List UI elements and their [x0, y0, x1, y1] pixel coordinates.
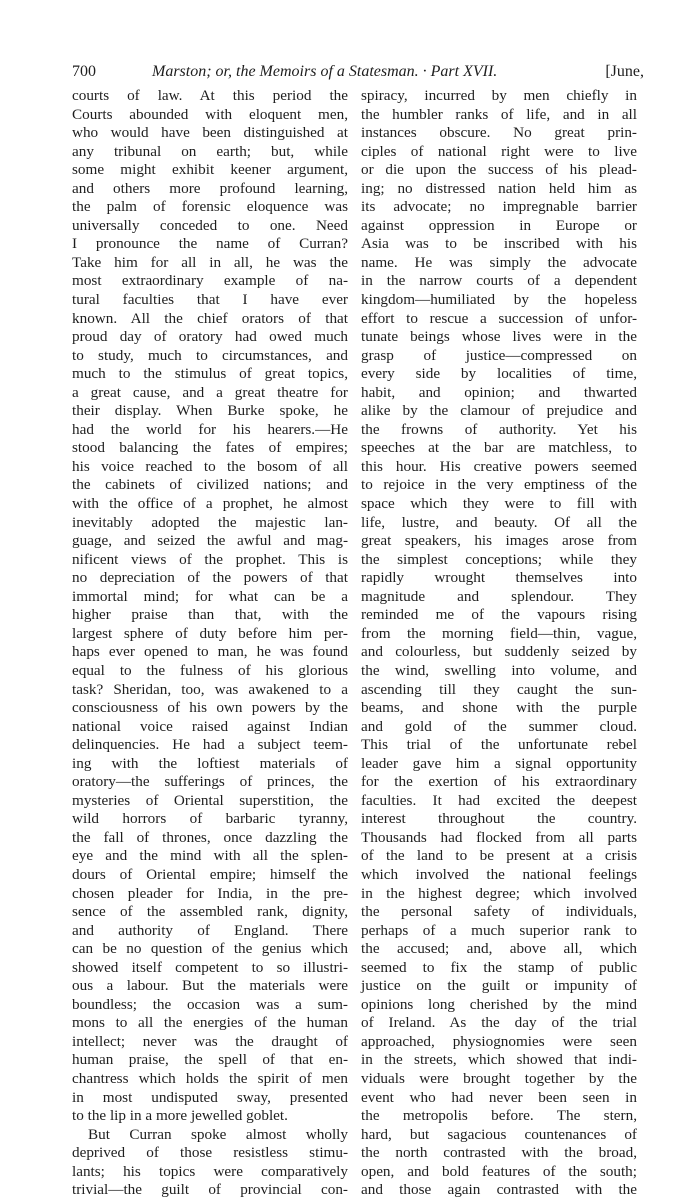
text-line: any tribunal on earth; but, while — [72, 142, 348, 160]
text-line: viduals were brought together by the — [361, 1069, 637, 1087]
text-line: for the exertion of his extraordinary — [361, 773, 637, 791]
text-line: the accused; and, above all, which — [361, 940, 637, 958]
text-line: This trial of the unfortunate rebel — [361, 736, 637, 754]
text-line: the simplest conceptions; while they — [361, 550, 637, 568]
text-line: of Ireland. As the day of the trial — [361, 1014, 637, 1032]
text-line: lants; his topics were comparatively — [72, 1162, 348, 1180]
text-line: spiracy, incurred by men chiefly in — [361, 87, 637, 104]
text-line: haps ever opened to man, he was found — [72, 643, 348, 661]
text-line: mons to all the energies of the human — [72, 1014, 348, 1032]
text-line: from the morning field—thin, vague, — [361, 624, 637, 642]
text-line: universally conceded to one. Need — [72, 216, 348, 234]
text-line: can be no question of the genius which — [72, 940, 348, 958]
text-line: mysteries of Oriental superstition, the — [72, 791, 348, 809]
text-line: in the highest degree; which involved — [361, 884, 637, 902]
text-line: effort to rescue a succession of unfor- — [361, 309, 637, 327]
text-line: its advocate; no impregnable barrier — [361, 198, 637, 216]
text-line: had the world for his hearers.—He — [72, 420, 348, 438]
text-line: largest sphere of duty before him per- — [72, 624, 348, 642]
text-line: speeches at the bar are matchless, to — [361, 439, 637, 457]
text-line: rapidly wrought themselves into — [361, 569, 637, 587]
text-line: grasp of justice—compressed on — [361, 346, 637, 364]
text-line: hard, but sagacious countenances of — [361, 1125, 637, 1143]
text-line: known. All the chief orators of that — [72, 309, 348, 327]
text-line: the palm of forensic eloquence was — [72, 198, 348, 216]
text-line: But Curran spoke almost wholly — [88, 1125, 348, 1143]
text-line: their display. When Burke spoke, he — [72, 402, 348, 420]
text-line: Thousands had flocked from all parts — [361, 828, 637, 846]
running-title: Marston; or, the Memoirs of a Statesman. · Part XVII. — [152, 63, 498, 80]
text-line: ing; no distressed nation held him as — [361, 179, 637, 197]
text-line: the personal safety of individuals, — [361, 903, 637, 921]
text-line: chosen pleader for India, in the pre- — [72, 884, 348, 902]
text-line: approached, physiognomies were seen — [361, 1032, 637, 1050]
text-line: event who had never been seen in — [361, 1088, 637, 1106]
text-line: which involved the national feelings — [361, 865, 637, 883]
text-line: in the streets, which showed that indi- — [361, 1051, 637, 1069]
text-line: kingdom—humiliated by the hopeless — [361, 291, 637, 309]
text-line: or die upon the success of his plead- — [361, 161, 637, 179]
text-line: nificent views of the prophet. This is — [72, 550, 348, 568]
text-line: this hour. His creative powers seemed — [361, 457, 637, 475]
text-line: open, and bold features of the south; — [361, 1162, 637, 1180]
text-line: his voice reached to the bosom of all — [72, 457, 348, 475]
text-line: boundless; the occasion was a sum- — [72, 995, 348, 1013]
running-header — [72, 60, 644, 84]
text-line: tunate beings whose lives were in the — [361, 328, 637, 346]
text-line: ous a labour. But the materials were — [72, 977, 348, 995]
text-line: stood balancing the fates of empires; — [72, 439, 348, 457]
text-line: oratory—the sufferings of princes, the — [72, 773, 348, 791]
text-line: Courts abounded with eloquent men, — [72, 105, 348, 123]
text-line: the metropolis before. The stern, — [361, 1107, 637, 1125]
text-line: chantress which holds the spirit of men — [72, 1069, 348, 1087]
text-line: a great cause, and a great theatre for — [72, 383, 348, 401]
text-line: tural faculties that I have ever — [72, 291, 348, 309]
text-line: to study, much to circumstances, and — [72, 346, 348, 364]
text-line: against oppression in Europe or — [361, 216, 637, 234]
text-line: deprived of those resistless stimu- — [72, 1144, 348, 1162]
text-line: national voice raised against Indian — [72, 717, 348, 735]
text-line: higher praise than that, with the — [72, 606, 348, 624]
text-line: wild horrors of barbaric tyranny, — [72, 810, 348, 828]
text-line: space which they were to fill with — [361, 495, 637, 513]
text-line: eye and the mind with all the splen- — [72, 847, 348, 865]
text-line: most extraordinary example of na- — [72, 272, 348, 290]
text-line: seemed to fix the stamp of public — [361, 958, 637, 976]
text-line: perhaps of a much superior rank to — [361, 921, 637, 939]
text-line: and those again contrasted with the — [361, 1181, 637, 1199]
text-line: life, lustre, and beauty. Of all the — [361, 513, 637, 531]
text-line: proud day of oratory had owed much — [72, 328, 348, 346]
text-line: ascending till they caught the sun- — [361, 680, 637, 698]
text-line: immortal mind; for what can be a — [72, 587, 348, 605]
text-line: ciples of national right were to live — [361, 142, 637, 160]
text-line: with the office of a prophet, he almost — [72, 495, 348, 513]
text-line: courts of law. At this period the — [72, 87, 348, 104]
text-line: the fall of thrones, once dazzling the — [72, 828, 348, 846]
text-line: intellect; never was the draught of — [72, 1032, 348, 1050]
text-line: leader gave him a signal opportunity — [361, 754, 637, 772]
text-line: who would have been distinguished at — [72, 124, 348, 142]
text-line: task? Sheridan, too, was awakened to a — [72, 680, 348, 698]
text-line: and others more profound learning, — [72, 179, 348, 197]
text-line: in the narrow courts of a dependent — [361, 272, 637, 290]
left-text-column — [72, 87, 348, 1200]
text-line: no depreciation of the powers of that — [72, 569, 348, 587]
text-line: of the land to be present at a crisis — [361, 847, 637, 865]
text-line: inevitably adopted the majestic lan- — [72, 513, 348, 531]
text-line: guage, and seized the awful and mag- — [72, 532, 348, 550]
text-line: showed itself competent to so illustri- — [72, 958, 348, 976]
text-line: and colourless, but suddenly seized by — [361, 643, 637, 661]
right-text-column — [361, 87, 637, 1200]
text-line: instances obscure. No great prin- — [361, 124, 637, 142]
text-line: name. He was simply the advocate — [361, 253, 637, 271]
page-number: 700 — [72, 63, 96, 80]
text-line: in most undisputed sway, presented — [72, 1088, 348, 1106]
text-line: magnitude and splendour. They — [361, 587, 637, 605]
text-line: faculties. It had excited the deepest — [361, 791, 637, 809]
text-line: interest throughout the country. — [361, 810, 637, 828]
text-line: much to the stimulus of great topics, — [72, 365, 348, 383]
text-line: some might exhibit keener argument, — [72, 161, 348, 179]
text-line: habit, and opinion; and thwarted — [361, 383, 637, 401]
text-line: to the lip in a more jewelled goblet. — [72, 1107, 288, 1125]
text-line: the humbler ranks of life, and in all — [361, 105, 637, 123]
text-line: consciousness of his own powers by the — [72, 699, 348, 717]
text-line: the cabinets of civilized nations; and — [72, 476, 348, 494]
running-date: [June, — [605, 63, 644, 80]
text-line: ing with the loftiest materials of — [72, 754, 348, 772]
text-line: Take him for all in all, he was the — [72, 253, 348, 271]
text-line: and authority of England. There — [72, 921, 348, 939]
text-line: human praise, the spell of that en- — [72, 1051, 348, 1069]
text-line: equal to the fulness of his glorious — [72, 661, 348, 679]
text-line: I pronounce the name of Curran? — [72, 235, 348, 253]
text-line: reminded me of the vapours rising — [361, 606, 637, 624]
text-line: Asia was to be inscribed with his — [361, 235, 637, 253]
text-line: trivial—the guilt of provincial con- — [72, 1181, 348, 1199]
text-line: the north contrasted with the broad, — [361, 1144, 637, 1162]
text-line: and gold of the summer cloud. — [361, 717, 637, 735]
text-line: sence of the assembled rank, dignity, — [72, 903, 348, 921]
text-line: great speakers, his images arose from — [361, 532, 637, 550]
text-line: the frowns of authority. Yet his — [361, 420, 637, 438]
text-line: to rejoice in the very emptiness of the — [361, 476, 637, 494]
text-line: every side by localities of time, — [361, 365, 637, 383]
text-line: alike by the clamour of prejudice and — [361, 402, 637, 420]
text-line: justice on the guilt or impunity of — [361, 977, 637, 995]
text-line: dours of Oriental empire; himself the — [72, 865, 348, 883]
text-line: the wind, swelling into volume, and — [361, 661, 637, 679]
text-line: beams, and shone with the purple — [361, 699, 637, 717]
text-line: delinquencies. He had a subject teem- — [72, 736, 348, 754]
text-line: opinions long cherished by the mind — [361, 995, 637, 1013]
